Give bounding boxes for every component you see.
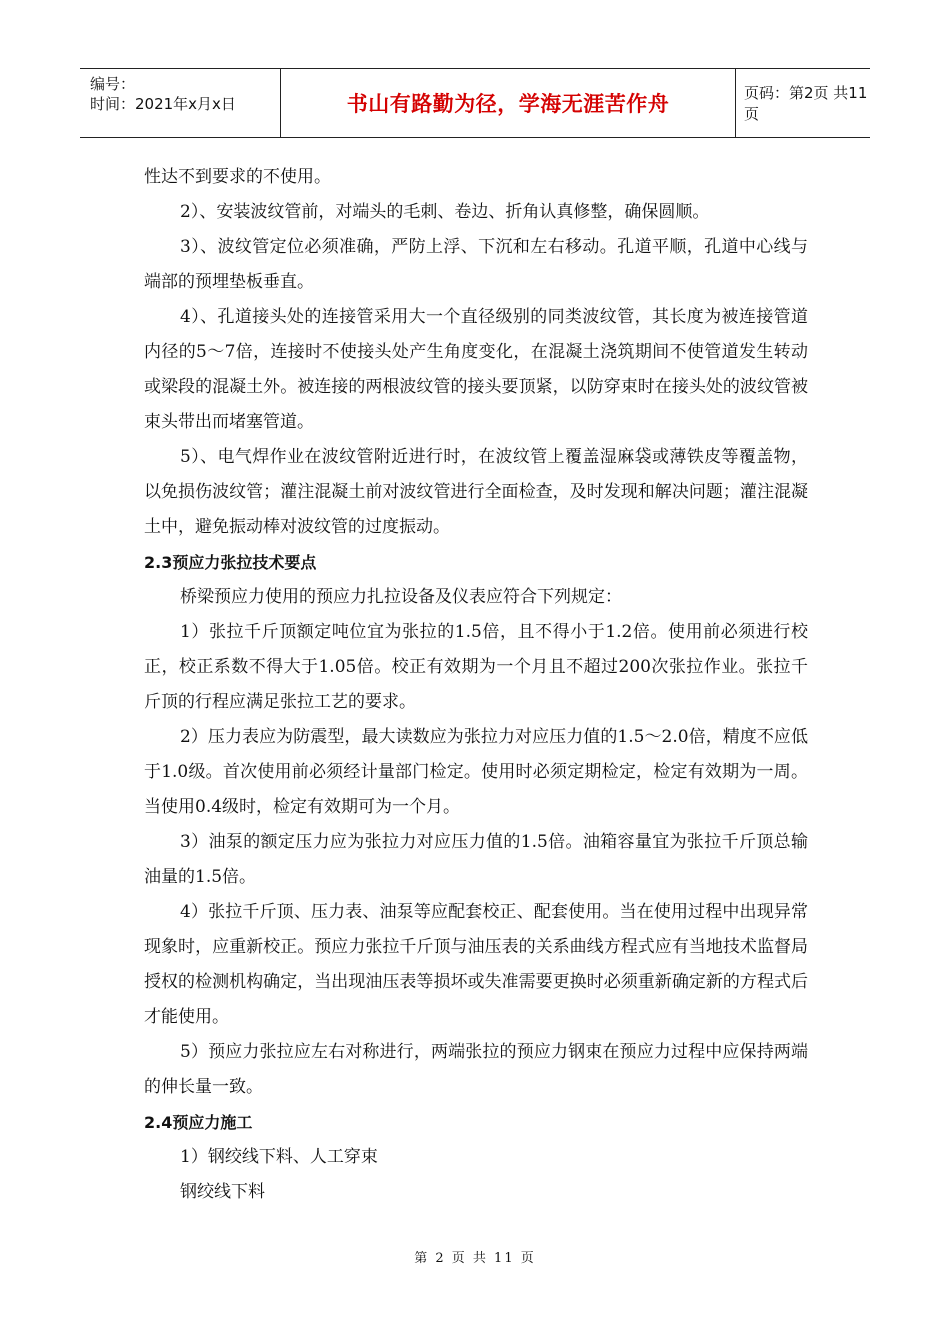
paragraph: 2）压力表应为防震型，最大读数应为张拉力对应压力值的1.5～2.0倍，精度不应低于1.0级。首次使用前必须经计量部门检定。使用时必须定期检定，检定有效期为一周。当使用0.4级时，检定有效期可为一个月。 xyxy=(144,727,808,817)
document-body xyxy=(144,160,808,1210)
paragraph: 3）、波纹管定位必须准确，严防上浮、下沉和左右移动。孔道平顺，孔道中心线与端部的预埋垫板垂直。 xyxy=(144,237,808,292)
page-footer: 第 2 页 共 11 页 xyxy=(414,1251,536,1266)
section-heading: 2.3预应力张拉技术要点 xyxy=(144,553,317,572)
page-header xyxy=(80,68,870,138)
document-number-label: 编号： xyxy=(90,75,136,93)
section-heading: 2.4预应力施工 xyxy=(144,1113,253,1132)
header-meta xyxy=(80,69,280,137)
paragraph: 钢绞线下料 xyxy=(180,1182,265,1202)
paragraph: 4）张拉千斤顶、压力表、油泵等应配套校正、配套使用。当在使用过程中出现异常现象时，应重新校正。预应力张拉千斤顶与油压表的关系曲线方程式应有当地技术监督局授权的检测机构确定，当出现油压表等损坏或失准需要更换时必须重新确定新的方程式后才能使用。 xyxy=(144,902,808,1027)
paragraph: 5）、电气焊作业在波纹管附近进行时，在波纹管上覆盖湿麻袋或薄铁皮等覆盖物，以免损伤波纹管；灌注混凝土前对波纹管进行全面检查，及时发现和解决问题；灌注混凝土中，避免振动棒对波纹管的过度振动。 xyxy=(144,447,808,537)
header-motto: 书山有路勤为径，学海无涯苦作舟 xyxy=(346,92,670,116)
paragraph: 性达不到要求的不使用。 xyxy=(144,167,331,187)
paragraph: 5）预应力张拉应左右对称进行，两端张拉的预应力钢束在预应力过程中应保持两端的伸长量一致。 xyxy=(144,1042,808,1097)
paragraph: 2）、安装波纹管前，对端头的毛刺、卷边、折角认真修整，确保圆顺。 xyxy=(180,202,710,222)
paragraph: 1）张拉千斤顶额定吨位宜为张拉的1.5倍，且不得小于1.2倍。使用前必须进行校正，校正系数不得大于1.05倍。校正有效期为一个月且不超过200次张拉作业。张拉千斤顶的行程应满足张拉工艺的要求。 xyxy=(144,622,808,712)
header-motto-cell xyxy=(280,69,736,137)
paragraph: 3）油泵的额定压力应为张拉力对应压力值的1.5倍。油箱容量宜为张拉千斤顶总输油量的1.5倍。 xyxy=(144,832,808,887)
paragraph: 桥梁预应力使用的预应力扎拉设备及仪表应符合下列规定： xyxy=(180,587,622,607)
paragraph: 4）、孔道接头处的连接管采用大一个直径级别的同类波纹管，其长度为被连接管道内径的5～7倍，连接时不使接头处产生角度变化，在混凝土浇筑期间不使管道发生转动或梁段的混凝土外。被连接的两根波纹管的接头要顶紧，以防穿束时在接头处的波纹管被束头带出而堵塞管道。 xyxy=(144,307,808,432)
document-date: 时间：2021年x月x日 xyxy=(90,95,236,113)
paragraph: 1）钢绞线下料、人工穿束 xyxy=(180,1147,378,1167)
header-page-info: 页码：第2页 共11页 xyxy=(744,84,868,123)
